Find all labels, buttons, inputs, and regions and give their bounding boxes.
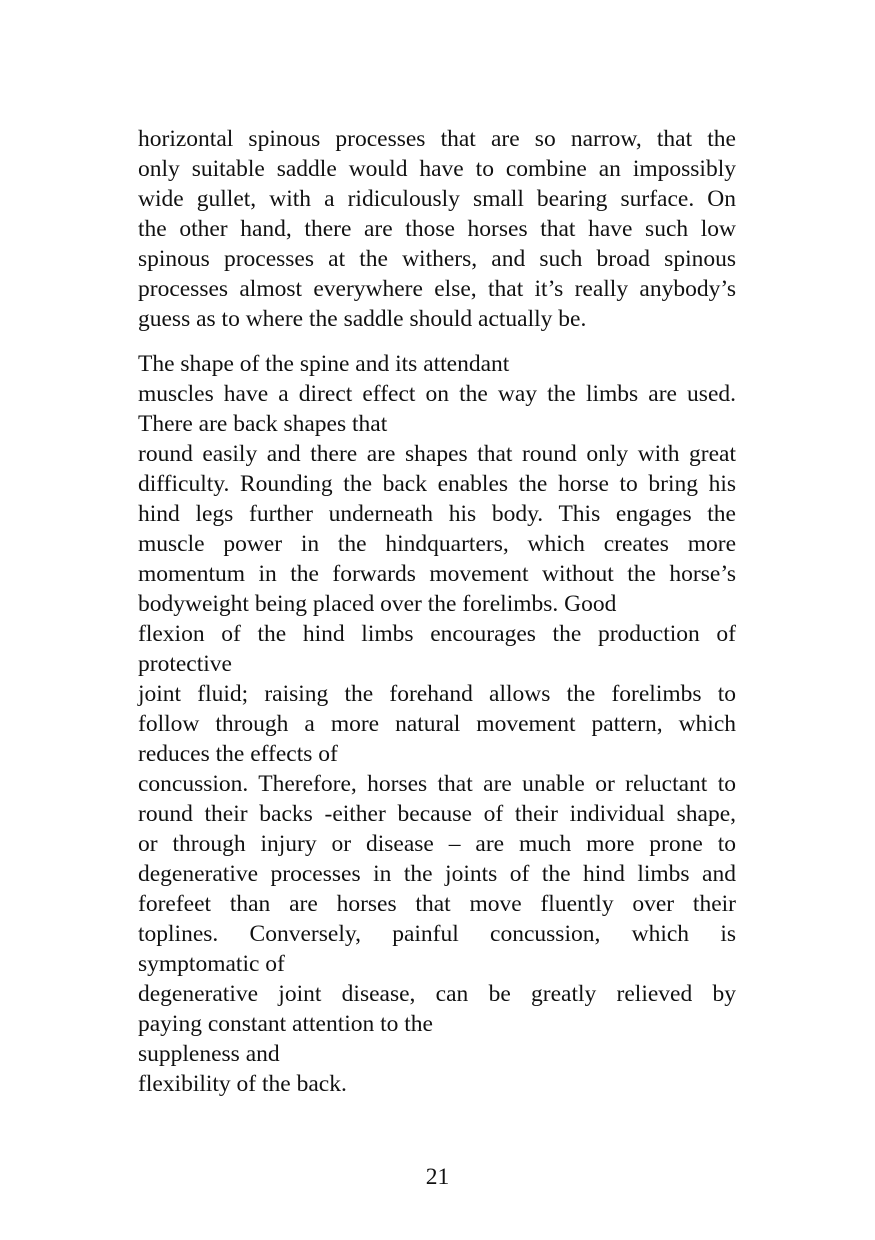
paragraph-spine-shape <box>138 349 736 1099</box>
text-line: momentum in the forwards movement without the horse’s <box>138 561 736 587</box>
text-line: paying constant attention to the <box>138 1011 433 1037</box>
paragraph-saddle-fit <box>138 124 736 334</box>
text-line: degenerative joint disease, can be greatly relieved by <box>138 981 736 1007</box>
text-line: suppleness and <box>138 1041 280 1067</box>
text-line: horizontal spinous processes that are so narrow, that the <box>138 126 736 152</box>
text-line: guess as to where the saddle should actually be. <box>138 306 587 332</box>
text-line: processes almost everywhere else, that it’s really anybody’s <box>138 276 736 302</box>
text-line: the other hand, there are those horses that have such low <box>138 216 736 242</box>
text-line: round their backs -either because of their individual shape, <box>138 801 736 827</box>
text-line: wide gullet, with a ridiculously small bearing surface. On <box>138 186 736 212</box>
text-line: round easily and there are shapes that round only with great <box>138 441 736 467</box>
text-line: forefeet than are horses that move fluently over their <box>138 891 736 917</box>
text-line: muscles have a direct effect on the way the limbs are used. <box>138 381 736 407</box>
text-line: flexion of the hind limbs encourages the production of <box>138 621 736 647</box>
text-line: bodyweight being placed over the forelimbs. Good <box>138 591 617 617</box>
text-line: difficulty. Rounding the back enables the horse to bring his <box>138 471 736 497</box>
text-line: toplines. Conversely, painful concussion, which is <box>138 921 736 947</box>
text-line: follow through a more natural movement pattern, which <box>138 711 736 737</box>
text-line: spinous processes at the withers, and such broad spinous <box>138 246 736 272</box>
text-line: muscle power in the hindquarters, which creates more <box>138 531 736 557</box>
text-line: protective <box>138 651 232 677</box>
text-line: joint fluid; raising the forehand allows the forelimbs to <box>138 681 736 707</box>
text-line: concussion. Therefore, horses that are unable or reluctant to <box>138 771 736 797</box>
text-line: flexibility of the back. <box>138 1071 347 1097</box>
text-line: There are back shapes that <box>138 411 388 437</box>
text-line: reduces the effects of <box>138 741 338 767</box>
text-line: degenerative processes in the joints of the hind limbs and <box>138 861 736 887</box>
page-number: 21 <box>425 1164 450 1190</box>
text-line: only suitable saddle would have to combine an impossibly <box>138 156 736 182</box>
text-line: hind legs further underneath his body. This engages the <box>138 501 736 527</box>
text-line: or through injury or disease – are much more prone to <box>138 831 736 857</box>
text-line: symptomatic of <box>138 951 285 977</box>
text-line: The shape of the spine and its attendant <box>138 351 510 377</box>
